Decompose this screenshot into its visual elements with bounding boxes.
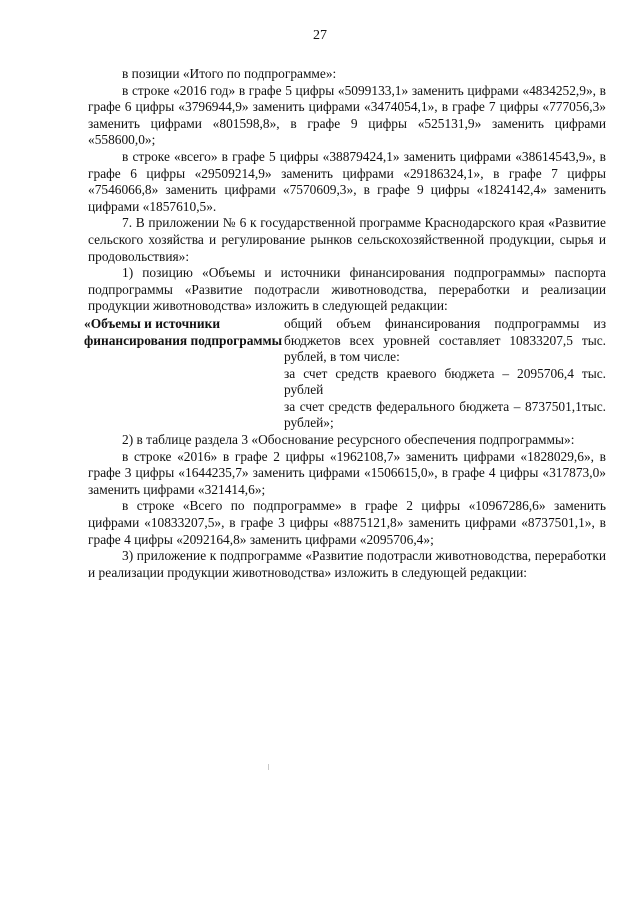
passport-federal-budget: за счет средств федерального бюджета – 8737501,1тыс. рублей»; xyxy=(284,398,606,431)
paragraph-item-1: 1) позицию «Объемы и источники финансирования подпрограммы» паспорта подпрограммы «Развитие подотрасли животноводства, переработки и реализации продукции животноводства» изложить в следующей редакции: xyxy=(88,265,606,314)
passport-total: общий объем финансирования подпрограммы из бюджетов всех уровней составляет 10833207,5 тыс. рублей, в том числе: xyxy=(284,315,606,365)
passport-label: «Объемы и источники финансирования подпрограммы xyxy=(84,315,283,348)
document-body xyxy=(84,66,606,581)
paragraph-itogo-heading: в позиции «Итого по подпрограмме»: xyxy=(122,66,337,81)
paragraph-row-2016-table: в строке «2016» в графе 2 цифры «1962108,7» заменить цифрами «1828029,6», в графе 3 цифры «1644235,7» заменить цифрами «1506615,0», в графе 4 цифры «317873,0» заменить цифрами «321414,6»; xyxy=(88,448,606,497)
scan-mark xyxy=(268,764,269,770)
paragraph-row-total: в строке «всего» в графе 5 цифры «38879424,1» заменить цифрами «38614543,9», в графе 6 цифры «29509214,9» заменить цифрами «29186324,1», в графе 7 цифры «7546066,8» заменить цифрами «7570609,3», в графе 9 цифры «1824142,4» заменить цифрами «1857610,5». xyxy=(88,148,606,214)
paragraph-item-2: 2) в таблице раздела 3 «Обоснование ресурсного обеспечения подпрограммы»: xyxy=(122,432,575,448)
paragraph-row-total-table: в строке «Всего по подпрограмме» в графе 2 цифры «10967286,6» заменить цифрами «10833207,5», в графе 3 цифры «8875121,8» заменить цифрами «8737501,1», в графе 4 цифры «2092164,8» заменить цифрами «2095706,4»; xyxy=(88,498,606,547)
page-number: 27 xyxy=(313,28,327,43)
paragraph-item-3: 3) приложение к подпрограмме «Развитие подотрасли животноводства, переработки и реализации продукции животноводства» изложить в следующей редакции: xyxy=(88,548,606,580)
passport-values xyxy=(284,316,606,432)
passport-block xyxy=(84,316,606,432)
passport-regional-budget: за счет средств краевого бюджета – 2095706,4 тыс. рублей xyxy=(284,365,606,398)
paragraph-appendix-6: 7. В приложении № 6 к государственной программе Краснодарского края «Развитие сельского хозяйства и регулирование рынков сельскохозяйственной продукции, сырья и продовольствия»: xyxy=(88,215,606,264)
paragraph-row-2016: в строке «2016 год» в графе 5 цифры «5099133,1» заменить цифрами «4834252,9», в графе 6 цифры «3796944,9» заменить цифрами «3474054,1», в графе 7 цифры «777056,3» заменить цифрами «801598,8», в графе 9 цифры «525131,9» заменить цифрами «558600,0»; xyxy=(88,82,606,148)
